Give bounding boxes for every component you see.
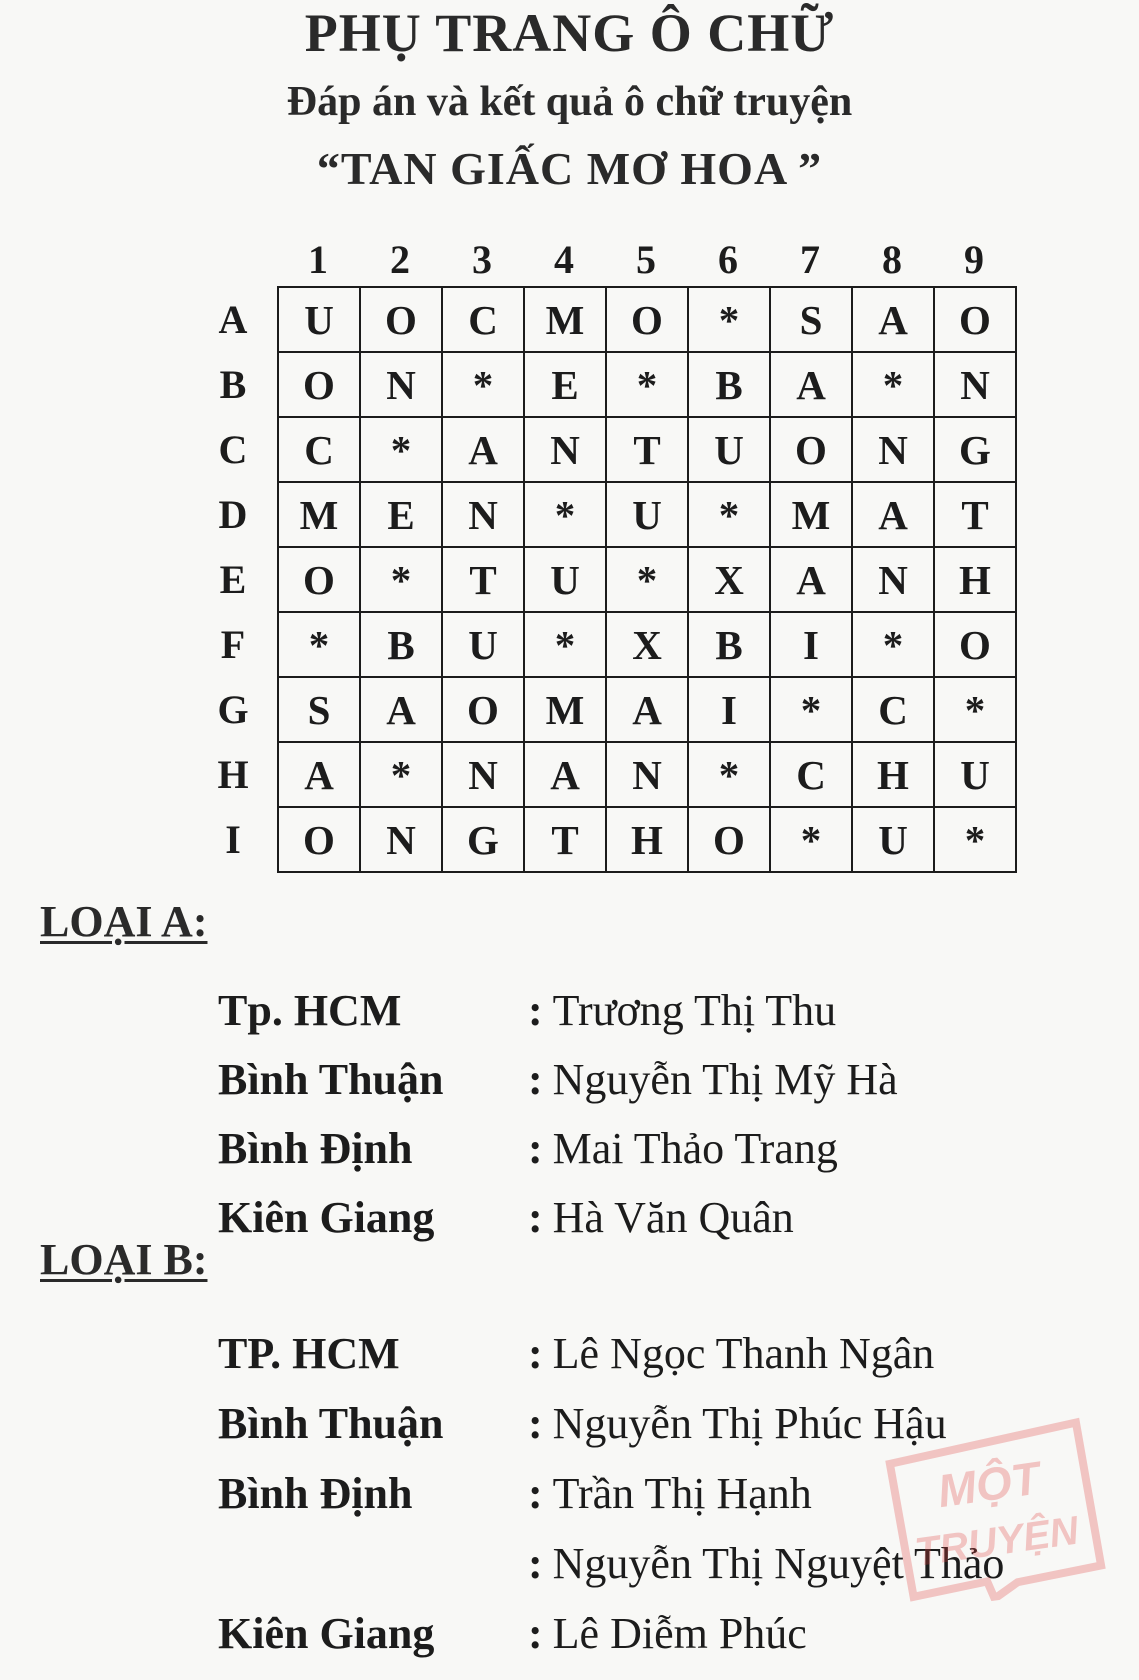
grid-row [278, 482, 1016, 547]
section-heading-loai-a: LOẠI A: [40, 897, 208, 946]
winner-entry [218, 1608, 807, 1668]
grid-cell: H [606, 807, 688, 872]
winner-name: Lê Diễm Phúc [552, 1609, 807, 1658]
grid-cell-blank: * [934, 677, 1016, 742]
grid-cell: M [770, 482, 852, 547]
grid-row [278, 352, 1016, 417]
winner-name: Lê Ngọc Thanh Ngân [552, 1329, 935, 1378]
column-number: 9 [964, 237, 984, 282]
grid-cell: C [852, 677, 934, 742]
grid-cell-blank: * [688, 482, 770, 547]
grid-cell: M [524, 677, 606, 742]
province: TP. HCM [218, 1329, 400, 1378]
grid-cell: N [524, 417, 606, 482]
column-number: 1 [308, 237, 328, 282]
column-number: 7 [800, 237, 820, 282]
separator: : [528, 1539, 543, 1588]
grid-cell-blank: * [360, 547, 442, 612]
grid-cell: A [442, 417, 524, 482]
grid-cell: N [934, 352, 1016, 417]
grid-cell: H [934, 547, 1016, 612]
grid-cell: S [278, 677, 360, 742]
province: Kiên Giang [218, 1193, 435, 1242]
grid-cell: U [606, 482, 688, 547]
winner-entry [218, 985, 836, 1045]
grid-cell: A [360, 677, 442, 742]
grid-cell: O [934, 612, 1016, 677]
grid-cell: E [360, 482, 442, 547]
winner-name: Nguyễn Thị Phúc Hậu [552, 1399, 947, 1448]
grid-cell: A [524, 742, 606, 807]
row-label: I [225, 817, 241, 862]
separator: : [528, 986, 543, 1035]
grid-cell: C [442, 287, 524, 352]
grid-cell: U [524, 547, 606, 612]
grid-cell-blank: * [688, 742, 770, 807]
separator: : [528, 1055, 543, 1104]
grid-row [278, 677, 1016, 742]
grid-cell: A [770, 352, 852, 417]
grid-cell: O [278, 547, 360, 612]
row-label: E [219, 557, 247, 602]
winner-name: Hà Văn Quân [552, 1193, 794, 1242]
winner-entry [218, 1123, 838, 1183]
province: Kiên Giang [218, 1609, 435, 1658]
grid-cell: O [688, 807, 770, 872]
winner-entry [218, 1538, 1004, 1598]
grid-cell: N [360, 807, 442, 872]
province: Bình Thuận [218, 1055, 444, 1104]
grid-cell-blank: * [934, 807, 1016, 872]
grid-cell: A [606, 677, 688, 742]
winner-entry [218, 1468, 812, 1528]
grid-cell-blank: * [524, 612, 606, 677]
story-title: “TAN GIẤC MƠ HOA ” [316, 143, 823, 194]
grid-cell: U [934, 742, 1016, 807]
separator: : [528, 1329, 543, 1378]
grid-row [278, 807, 1016, 872]
grid-cell: O [606, 287, 688, 352]
grid-row [278, 742, 1016, 807]
grid-cell: G [442, 807, 524, 872]
separator: : [528, 1469, 543, 1518]
grid-cell-blank: * [278, 612, 360, 677]
row-label: C [218, 427, 248, 472]
grid-cell-blank: * [606, 547, 688, 612]
grid-cell-blank: * [442, 352, 524, 417]
grid-cell: S [770, 287, 852, 352]
page-subtitle: Đáp án và kết quả ô chữ truyện [286, 79, 853, 125]
grid-cell: U [852, 807, 934, 872]
column-number: 8 [882, 237, 902, 282]
grid-cell: O [360, 287, 442, 352]
winner-name: Trần Thị Hạnh [552, 1469, 812, 1518]
row-label: A [218, 297, 248, 342]
grid-cell: A [852, 287, 934, 352]
column-number: 6 [718, 237, 738, 282]
row-label: G [217, 687, 249, 732]
row-label: H [217, 752, 249, 797]
grid-cell-blank: * [360, 742, 442, 807]
grid-row [278, 417, 1016, 482]
winner-entry [218, 1192, 794, 1252]
column-number: 2 [390, 237, 410, 282]
svg-text:MỘT: MỘT [934, 1451, 1043, 1518]
province: Bình Định [218, 1469, 413, 1518]
grid-cell-blank: * [852, 612, 934, 677]
grid-cell: C [770, 742, 852, 807]
grid-row [278, 547, 1016, 612]
grid-cell: N [852, 417, 934, 482]
grid-cell: H [852, 742, 934, 807]
grid-cell-blank: * [606, 352, 688, 417]
separator: : [528, 1193, 543, 1242]
winner-name: Nguyễn Thị Mỹ Hà [552, 1055, 898, 1104]
grid-cell: I [770, 612, 852, 677]
grid-cell-blank: * [360, 417, 442, 482]
column-number: 4 [554, 237, 574, 282]
winner-entry [218, 1328, 934, 1388]
winner-name: Mai Thảo Trang [552, 1124, 838, 1173]
grid-cell: U [442, 612, 524, 677]
grid-cell: O [442, 677, 524, 742]
grid-cell: U [688, 417, 770, 482]
winner-name: Trương Thị Thu [552, 986, 837, 1035]
winner-entry [218, 1054, 898, 1114]
grid-cell: I [688, 677, 770, 742]
grid-cell-blank: * [770, 807, 852, 872]
grid-cell: X [688, 547, 770, 612]
province: Bình Định [218, 1124, 413, 1173]
grid-cell: O [770, 417, 852, 482]
grid-cell: A [852, 482, 934, 547]
grid-cell: B [360, 612, 442, 677]
province: Tp. HCM [218, 986, 402, 1035]
grid-cell: T [442, 547, 524, 612]
grid-cell: N [360, 352, 442, 417]
grid-row [278, 612, 1016, 677]
watermark-logo [877, 1416, 1109, 1614]
column-number: 3 [472, 237, 492, 282]
grid-cell: M [278, 482, 360, 547]
grid-cell: U [278, 287, 360, 352]
separator: : [528, 1399, 543, 1448]
grid-cell: T [606, 417, 688, 482]
grid-cell-blank: * [770, 677, 852, 742]
grid-cell: O [278, 352, 360, 417]
grid-cell-blank: * [852, 352, 934, 417]
separator: : [528, 1124, 543, 1173]
grid-cell: N [442, 482, 524, 547]
crossword-grid [277, 286, 1017, 873]
grid-cell: B [688, 612, 770, 677]
province: Bình Thuận [218, 1399, 444, 1448]
row-label: D [218, 492, 248, 537]
grid-cell: G [934, 417, 1016, 482]
column-number: 5 [636, 237, 656, 282]
grid-cell: O [278, 807, 360, 872]
grid-cell: M [524, 287, 606, 352]
grid-cell: A [278, 742, 360, 807]
separator: : [528, 1609, 543, 1658]
grid-cell: E [524, 352, 606, 417]
section-heading-loai-b: LOẠI B: [40, 1235, 208, 1284]
grid-cell-blank: * [524, 482, 606, 547]
grid-cell: N [442, 742, 524, 807]
grid-cell: N [852, 547, 934, 612]
grid-cell: A [770, 547, 852, 612]
winner-entry [218, 1398, 947, 1458]
page-title: PHỤ TRANG Ô CHỮ [304, 3, 835, 63]
grid-cell: T [934, 482, 1016, 547]
grid-cell-blank: * [688, 287, 770, 352]
grid-cell: C [278, 417, 360, 482]
svg-text:TRUYỆN: TRUYỆN [912, 1508, 1082, 1575]
row-label: F [220, 622, 246, 667]
grid-cell: N [606, 742, 688, 807]
grid-cell: T [524, 807, 606, 872]
grid-cell: X [606, 612, 688, 677]
grid-cell: O [934, 287, 1016, 352]
grid-row [278, 287, 1016, 352]
winner-name: Nguyễn Thị Nguyệt Thảo [552, 1539, 1005, 1588]
row-label: B [219, 362, 247, 407]
grid-cell: B [688, 352, 770, 417]
